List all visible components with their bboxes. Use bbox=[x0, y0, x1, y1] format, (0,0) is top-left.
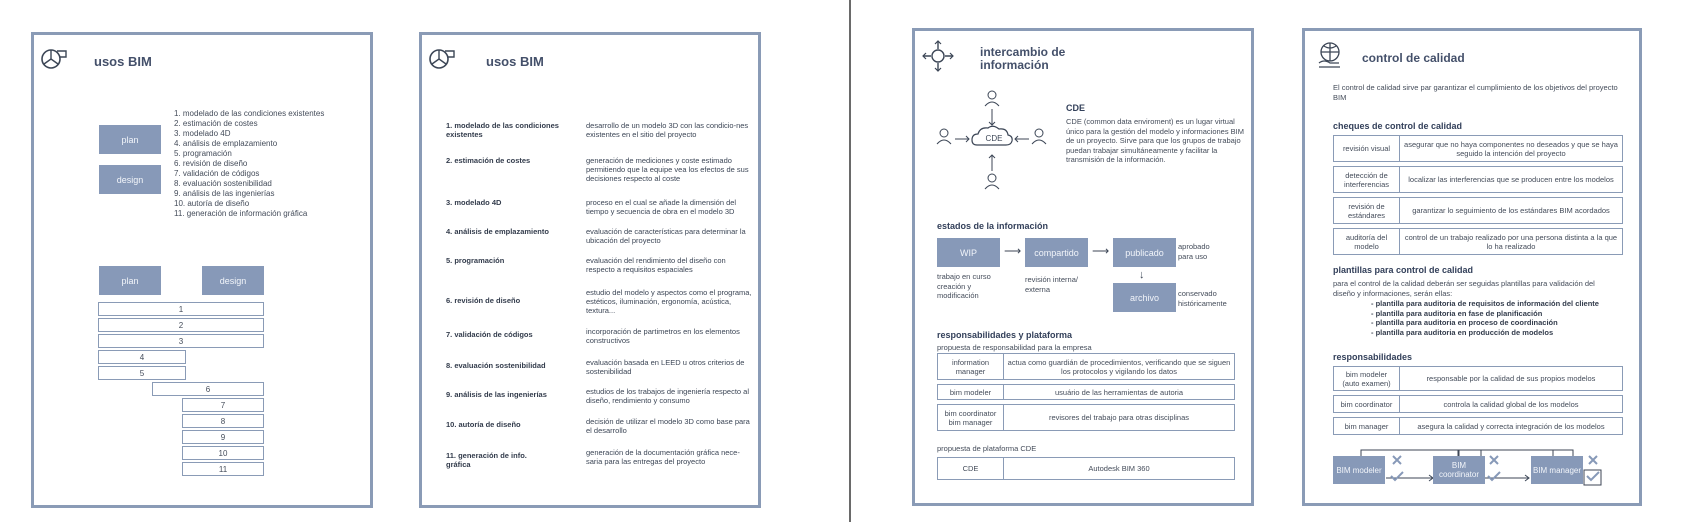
timeline-bar: 6 bbox=[152, 382, 264, 396]
table-row bbox=[1334, 167, 1623, 193]
role-cell: bim manager bbox=[1334, 418, 1400, 435]
role-cell: information manager bbox=[938, 354, 1004, 380]
timeline-bar: 5 bbox=[98, 366, 186, 380]
list-item: 2. estimación de costes bbox=[174, 119, 258, 128]
list-item: 10. autoría de diseño bbox=[174, 199, 250, 208]
list-item: 7. validación de códigos bbox=[174, 169, 260, 178]
use-label: 4. análisis de emplazamiento bbox=[446, 227, 549, 236]
uses-list bbox=[174, 109, 369, 219]
timeline-bar: 8 bbox=[182, 414, 264, 428]
responsabilidades-table bbox=[1333, 366, 1623, 435]
desc-cell: controla la calidad global de los modelos bbox=[1400, 396, 1623, 413]
use-label: 2. estimación de costes bbox=[446, 156, 531, 165]
timeline-bar: 9 bbox=[182, 430, 264, 444]
desc-cell: asegura la calidad y correcta integración de los modelos bbox=[1400, 418, 1623, 435]
arrow-right-icon: ⟶ bbox=[1004, 244, 1022, 258]
wip-note: trabajo en curso creación y modificación bbox=[937, 272, 991, 300]
list-item: 8. evaluación sostenibilidad bbox=[174, 179, 272, 188]
role-cell: bim coordinator bbox=[1334, 396, 1400, 413]
exchange-arrows-icon bbox=[921, 39, 955, 73]
check-name: auditoría del modelo bbox=[1334, 229, 1400, 255]
desc-cell: usuário de las herramientas de autoria bbox=[1004, 385, 1235, 400]
platform-key: CDE bbox=[938, 458, 1004, 480]
check-desc: asegurar que no haya componentes no deseados y que se haya seguido la intención del proyecto bbox=[1400, 136, 1623, 162]
check-name: revisión visual bbox=[1334, 136, 1400, 162]
use-desc: proceso en el cual se añade la dimensión del tiempo y secuencia de obra en el modelo 3D bbox=[586, 198, 737, 216]
plan-box: plan bbox=[99, 125, 161, 154]
list-item: 11. generación de información gráfica bbox=[174, 209, 308, 218]
page-intercambio bbox=[912, 28, 1254, 506]
list-item: - plantilla para auditoria de requisitos de información del cliente bbox=[1371, 299, 1599, 308]
timeline-bar: 2 bbox=[98, 318, 264, 332]
compartido-note: revisión interna/ externa bbox=[1025, 275, 1078, 294]
responsabilidades-heading: responsabilidades bbox=[1333, 352, 1413, 362]
table-row bbox=[1334, 136, 1623, 162]
use-desc: estudio del modelo y aspectos como el programa, estéticos, iluminación, ergonomía, acústica, textura... bbox=[586, 288, 752, 315]
use-desc: estudios de los trabajos de ingeniería respecto al diseño, rendimiento y consumo bbox=[586, 387, 750, 405]
page-title-line-1: intercambio de bbox=[980, 45, 1066, 59]
cde-heading: CDE bbox=[1066, 103, 1086, 113]
page-divider bbox=[849, 0, 851, 522]
use-desc: evaluación basada en LEED u otros criterios de sostenibilidad bbox=[586, 358, 745, 376]
use-label: 6. revisión de diseño bbox=[446, 296, 521, 305]
table-row bbox=[1334, 198, 1623, 224]
state-archivo: archivo bbox=[1113, 283, 1176, 312]
timeline-bar: 10 bbox=[182, 446, 264, 460]
page-title: control de calidad bbox=[1362, 51, 1465, 65]
flow-bim-manager: BIM manager bbox=[1531, 456, 1583, 484]
role-cell: bim coordinator bim manager bbox=[938, 405, 1004, 431]
list-item: 5. programación bbox=[174, 149, 232, 158]
use-label: 3. modelado 4D bbox=[446, 198, 502, 207]
cheques-heading: cheques de control de calidad bbox=[1333, 121, 1463, 131]
list-item: 9. análisis de las ingenierías bbox=[174, 189, 275, 198]
intro-text: El control de calidad sirve par garantizar el cumplimiento de los objetivos del proyecto BIM bbox=[1333, 83, 1618, 102]
timeline-bar: 7 bbox=[182, 398, 264, 412]
page-usos-bim-overview bbox=[31, 32, 373, 508]
use-label: 7. validación de códigos bbox=[446, 330, 533, 339]
plataforma-subheading: propuesta de plataforma CDE bbox=[937, 444, 1037, 453]
use-desc: incorporación de partimetros en los elementos constructivos bbox=[586, 327, 740, 345]
use-desc: evaluación del rendimiento del diseño con respecto a requisitos espaciales bbox=[586, 256, 726, 274]
use-label: 5. programación bbox=[446, 256, 505, 265]
page-usos-bim-detail bbox=[419, 32, 761, 508]
list-item: - plantilla para auditoria en producción de modelos bbox=[1371, 327, 1554, 337]
use-label: 1. modelado de las condiciones existentes bbox=[446, 121, 559, 139]
page-title: usos BIM bbox=[486, 54, 544, 69]
table-row bbox=[938, 405, 1235, 431]
use-desc: desarrollo de un modelo 3D con las condicio-nes existentes en el sitio del proyecto bbox=[586, 121, 749, 139]
timeline-bar: 3 bbox=[98, 334, 264, 348]
list-item: 4. análisis de emplazamiento bbox=[174, 139, 278, 148]
timeline-bar: 4 bbox=[98, 350, 186, 364]
list-item: - plantilla para auditoria en proceso de coordinación bbox=[1371, 318, 1558, 327]
use-label: 9. análisis de las ingenierías bbox=[446, 390, 547, 399]
use-label: 11. generación de info. gráfica bbox=[446, 451, 527, 469]
cde-description: CDE (common data enviroment) es un lugar virtual único para la gestión del modelo y informaciones BIM de un proyecto. Sirve para que los grupos de trabajo puedan trabajar simultáneamente y facilitar la transmisión de la información. bbox=[1066, 117, 1245, 164]
list-item: 1. modelado de las condiciones existentes bbox=[174, 109, 325, 118]
responsibility-table bbox=[937, 353, 1235, 431]
platform-table bbox=[937, 457, 1235, 480]
timeline-bar: 11 bbox=[182, 462, 264, 476]
role-cell: bim modeler (auto examen) bbox=[1334, 367, 1400, 391]
list-item: 6. revisión de diseño bbox=[174, 159, 248, 168]
pie-hand-icon bbox=[40, 46, 70, 72]
plantillas-heading: plantillas para control de calidad bbox=[1333, 265, 1474, 275]
page-title: usos BIM bbox=[94, 54, 152, 69]
check-desc: garantizar lo seguimiento de los estándares BIM acordados bbox=[1400, 198, 1623, 224]
timeline-bar: 1 bbox=[98, 302, 264, 316]
shield-hand-icon bbox=[1315, 39, 1345, 69]
table-row bbox=[1334, 418, 1623, 435]
state-wip: WIP bbox=[937, 238, 1000, 267]
page-control-calidad bbox=[1302, 28, 1642, 506]
table-row bbox=[938, 354, 1235, 380]
plantillas-list bbox=[1371, 299, 1621, 337]
desc-cell: revisores del trabajo para otras disciplinas bbox=[1004, 405, 1235, 431]
use-desc: generación de la documentación gráfica nece-saria para las entregas del proyecto bbox=[586, 448, 740, 466]
use-desc: evaluación de características para determinar la ubicación del proyecto bbox=[586, 227, 746, 245]
table-row bbox=[1334, 396, 1623, 413]
timeline-plan-box: plan bbox=[99, 266, 161, 295]
flow-bim-coordinator: BIM coordinator bbox=[1433, 456, 1485, 484]
check-desc: localizar las interferencias que se producen entre los modelos bbox=[1400, 167, 1623, 193]
design-box: design bbox=[99, 165, 161, 194]
cde-hub-label: CDE bbox=[985, 134, 1003, 143]
state-publicado: publicado bbox=[1113, 238, 1176, 267]
flow-bim-modeler: BIM modeler bbox=[1333, 456, 1385, 484]
check-desc: control de un trabajo realizado por una persona distinta a la que lo ha realizado bbox=[1400, 229, 1623, 255]
estados-heading: estados de la información bbox=[937, 221, 1049, 231]
responsabilidades-heading: responsabilidades y plataforma bbox=[937, 330, 1073, 340]
use-desc: generación de mediciones y coste estimado permitiendo que la equipe vea los efectos de sus decisiones respecto al coste bbox=[586, 156, 749, 183]
page-title-line-2: información bbox=[980, 58, 1049, 72]
desc-cell: responsable por la calidad de sus propios modelos bbox=[1400, 367, 1623, 391]
arrow-down-icon: ↓ bbox=[1139, 269, 1145, 281]
cheques-table bbox=[1333, 135, 1623, 255]
use-label: 8. evaluación sostenibilidad bbox=[446, 361, 546, 370]
list-item: - plantilla para auditoria en fase de planificación bbox=[1371, 308, 1543, 318]
plantillas-intro: para el control de la calidad deberán ser seguidas plantillas para validación del diseño y informaciones, serán ellas: bbox=[1333, 279, 1595, 298]
timeline-design-box: design bbox=[202, 266, 264, 295]
use-label: 10. autoría de diseño bbox=[446, 420, 521, 429]
publicado-note: aprobado para uso bbox=[1178, 242, 1210, 261]
check-name: detección de interferencias bbox=[1334, 167, 1400, 193]
desc-cell: actua como guardián de procedimientos, verificando que se siguen los protocolos y vigilando los datos bbox=[1004, 354, 1235, 380]
platform-value: Autodesk BIM 360 bbox=[1004, 458, 1235, 480]
table-row bbox=[938, 385, 1235, 400]
table-row bbox=[938, 458, 1235, 480]
state-compartido: compartido bbox=[1025, 238, 1088, 267]
archivo-note: conservado históricamente bbox=[1178, 289, 1227, 308]
role-cell: bim modeler bbox=[938, 385, 1004, 400]
use-desc: decisión de utilizar el modelo 3D como base para el desarrollo bbox=[586, 417, 750, 435]
check-name: revisión de estándares bbox=[1334, 198, 1400, 224]
table-row bbox=[1334, 229, 1623, 255]
pie-hand-icon bbox=[428, 46, 458, 72]
table-row bbox=[1334, 367, 1623, 391]
arrow-right-icon: ⟶ bbox=[1092, 244, 1110, 258]
list-item: 3. modelado 4D bbox=[174, 129, 231, 138]
responsabilidades-subheading: propuesta de responsabilidad para la empresa bbox=[937, 343, 1092, 352]
